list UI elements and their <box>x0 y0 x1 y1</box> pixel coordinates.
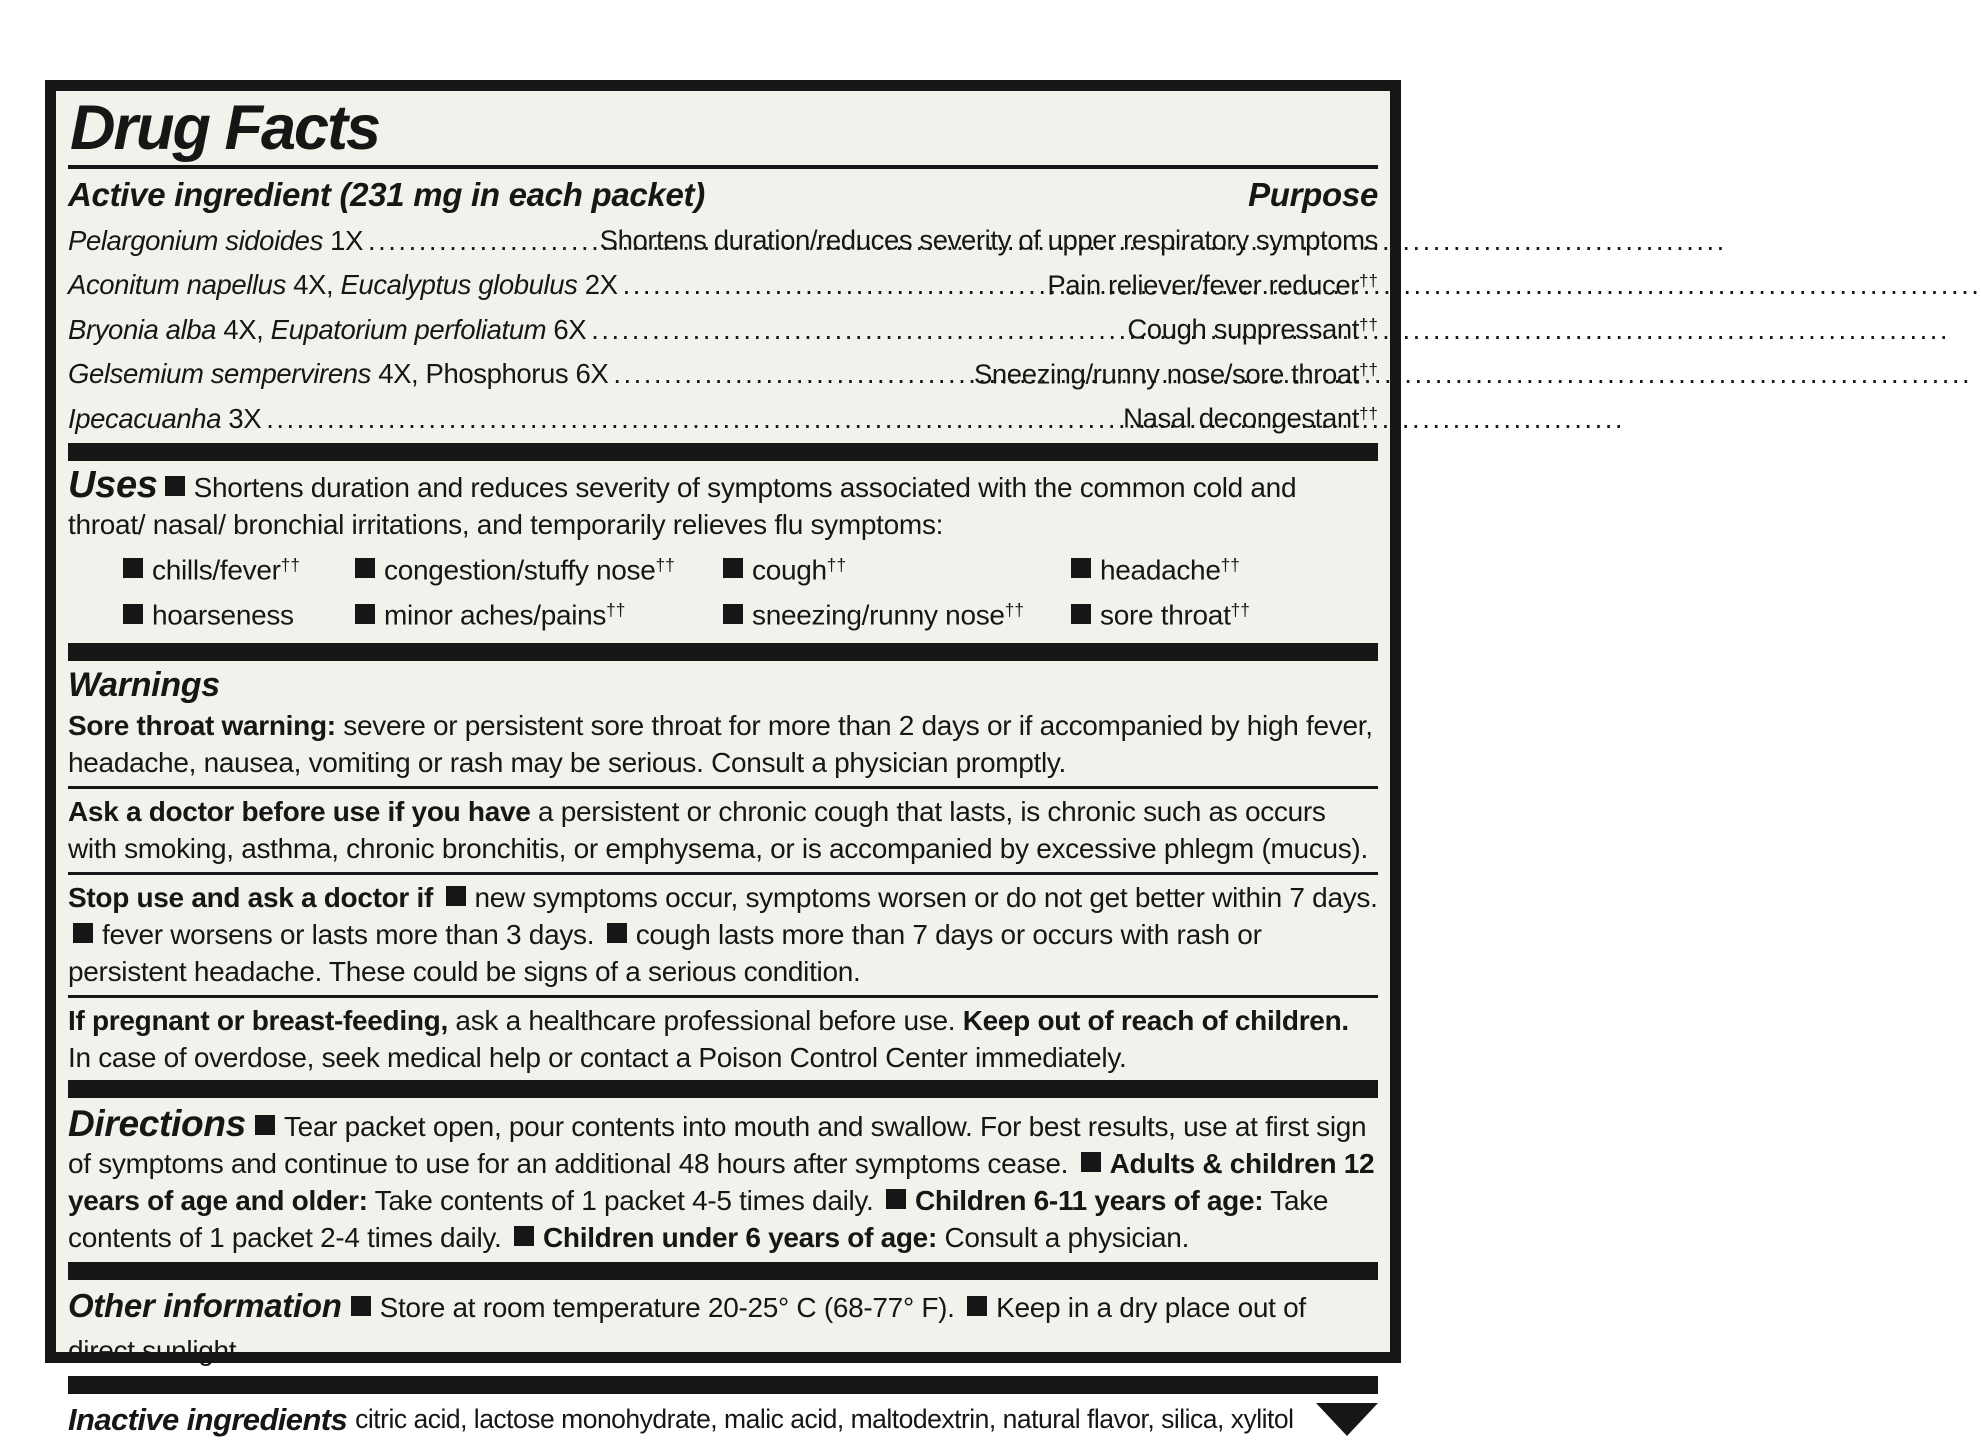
bullet-icon <box>723 558 743 578</box>
warning-body: In case of overdose, seek medical help or contact a Poison Control Center immediately. <box>68 1041 1127 1073</box>
inactive-ingredients-heading: Inactive ingredients <box>68 1401 348 1437</box>
title-divider <box>68 165 1378 169</box>
warning-body: ask a healthcare professional before use. <box>447 1004 963 1036</box>
ingredient-row <box>68 216 1378 261</box>
active-ingredient-heading: Active ingredient (231 mg in each packet) <box>68 175 705 213</box>
directions-text: Tear packet open, pour contents into mouth and swallow. For best results, use at first sign of symptoms and continue to use for an additional 48 hours after symptoms cease. <box>68 1110 1367 1179</box>
bullet-icon <box>886 1189 906 1209</box>
dagger-note: †† <box>826 554 847 575</box>
warning-body: fever worsens or lasts more than 3 days. <box>102 918 602 950</box>
section-divider <box>68 1262 1378 1280</box>
bullet-icon <box>1071 604 1091 624</box>
directions-section <box>68 1102 1378 1258</box>
directions-dose-group: Children under 6 years of age: <box>542 1221 937 1253</box>
directions-text: Take contents of 1 packet 2-4 times daily. <box>68 1184 1329 1253</box>
uses-intro-text: Shortens duration and reduces severity of symptoms associated with the common cold and throat/ nasal/ bronchial irritations, and temporarily relieves flu symptoms: <box>68 471 1297 540</box>
warning-lead: Stop use and ask a doctor if <box>68 881 434 913</box>
bullet-icon <box>165 476 185 496</box>
use-item: chills/fever†† <box>118 545 350 591</box>
ingredient-purpose: Nasal decongestant†† <box>1123 402 1378 434</box>
dagger-note: †† <box>1359 359 1378 379</box>
warning-lead: Ask a doctor before use if you have <box>68 795 531 827</box>
ingredient-name: Eupatorium perfoliatum <box>270 313 547 345</box>
dagger-note: †† <box>1359 404 1378 424</box>
dot-leader <box>591 310 1122 350</box>
use-item: cough†† <box>718 545 1066 591</box>
bullet-icon <box>607 923 627 943</box>
ingredient-purpose: Pain reliever/fever reducer†† <box>1047 269 1378 301</box>
bullet-icon <box>123 604 143 624</box>
directions-dose-group: Children 6-11 years of age: <box>915 1184 1264 1216</box>
purpose-heading: Purpose <box>1248 175 1378 213</box>
bullet-icon <box>723 604 743 624</box>
bullet-icon <box>1081 1152 1101 1172</box>
ingredient-potency: 1X <box>322 224 364 256</box>
inactive-ingredients-text: citric acid, lactose monohydrate, malic acid, maltodextrin, natural flavor, silica, xylitol <box>355 1403 1294 1434</box>
uses-section <box>68 465 1378 639</box>
bullet-icon <box>351 1296 371 1316</box>
directions-heading: Directions <box>68 1102 246 1144</box>
ingredient-potency: 6X <box>546 313 587 345</box>
ingredient-row <box>68 305 1378 350</box>
ingredient-name: Gelsemium sempervirens <box>68 358 371 390</box>
ingredient-row <box>68 261 1378 306</box>
warning-body: severe or persistent sore throat for more than 2 days or if accompanied by high fever, headache, nausea, vomiting or rash may be serious. Consult a physician promptly. <box>68 709 1373 778</box>
directions-dose-group: Adults & children 12 years of age and older: <box>68 1147 1375 1216</box>
bullet-icon <box>255 1115 275 1135</box>
page-title: Drug Facts <box>70 93 380 163</box>
ask-doctor-paragraph <box>68 793 1378 867</box>
warning-body: cough lasts more than 7 days or occurs with rash or persistent headache. These could be signs of a serious condition. <box>68 918 1262 987</box>
dagger-note: †† <box>606 600 626 621</box>
dagger-note: †† <box>1359 270 1378 290</box>
use-item: minor aches/pains†† <box>350 590 718 636</box>
dot-leader <box>368 221 595 261</box>
use-item: sore throat†† <box>1066 590 1378 636</box>
sub-divider <box>68 995 1378 998</box>
use-item: sneezing/runny nose†† <box>718 590 1066 636</box>
sub-divider <box>68 872 1378 875</box>
other-information-text: Store at room temperature 20-25° C (68-77° F). <box>379 1291 963 1323</box>
directions-text: Consult a physician. <box>936 1221 1190 1253</box>
bullet-icon <box>123 558 143 578</box>
uses-heading: Uses <box>68 463 158 506</box>
bullet-icon <box>514 1226 534 1246</box>
dagger-note: †† <box>280 554 300 575</box>
warnings-heading: Warnings <box>68 665 220 704</box>
directions-text: Take contents of 1 packet 4-5 times daily. <box>367 1184 882 1216</box>
triangle-down-icon <box>1316 1403 1378 1436</box>
ingredient-purpose: Cough suppressant†† <box>1127 313 1378 345</box>
ingredient-potency: 4X, <box>216 313 271 345</box>
sub-divider <box>68 786 1378 789</box>
bullet-icon <box>355 604 375 624</box>
warning-lead: If pregnant or breast-feeding, <box>68 1004 448 1036</box>
ingredient-name: Pelargonium sidoides <box>68 224 323 256</box>
warning-lead: Keep out of reach of children. <box>962 1004 1349 1036</box>
ingredient-name: Eucalyptus globulus <box>340 269 578 301</box>
pregnancy-warning-paragraph <box>68 1002 1378 1076</box>
other-information-section <box>68 1284 1378 1372</box>
uses-intro <box>68 465 1378 543</box>
dagger-note: †† <box>655 554 675 575</box>
dagger-note: †† <box>1220 554 1240 575</box>
ingredient-row <box>68 350 1378 395</box>
dot-leader <box>613 354 969 394</box>
section-divider <box>68 1376 1378 1394</box>
dagger-note: †† <box>1230 600 1250 621</box>
section-divider <box>68 643 1378 661</box>
ingredient-potency: 4X, <box>285 269 341 301</box>
warnings-section <box>68 665 1378 1076</box>
ingredient-name: Ipecacuanha <box>68 402 222 434</box>
ingredient-purpose: Shortens duration/reduces severity of upper respiratory symptoms <box>599 224 1378 256</box>
warning-body: new symptoms occur, symptoms worsen or do not get better within 7 days. <box>474 881 1378 913</box>
dot-leader <box>266 399 1118 439</box>
section-divider <box>68 1080 1378 1098</box>
stop-use-paragraph <box>68 879 1378 990</box>
ingredient-potency: 3X <box>221 402 262 434</box>
dagger-note: †† <box>1359 315 1378 335</box>
section-divider <box>68 443 1378 461</box>
bullet-icon <box>73 923 93 943</box>
bullet-icon <box>1071 558 1091 578</box>
other-information-text: Keep in a dry place out of direct sunlight. <box>68 1291 1306 1366</box>
drug-facts-label <box>45 80 1401 1437</box>
other-information-heading: Other information <box>68 1286 342 1324</box>
dot-leader <box>623 265 1043 305</box>
inactive-ingredients-section <box>68 1398 1378 1441</box>
bullet-icon <box>355 558 375 578</box>
dagger-note: †† <box>1004 600 1025 621</box>
active-ingredient-header <box>68 173 1378 217</box>
warning-lead: Sore throat warning: <box>68 709 336 741</box>
use-item: congestion/stuffy nose†† <box>350 545 718 591</box>
ingredient-potency: 2X <box>577 269 618 301</box>
bullet-icon <box>446 886 466 906</box>
ingredient-potency: 4X, Phosphorus 6X <box>370 358 609 390</box>
ingredient-name: Aconitum napellus <box>68 269 286 301</box>
use-item: headache†† <box>1066 545 1378 591</box>
ingredient-name: Bryonia alba <box>68 313 217 345</box>
warning-body: a persistent or chronic cough that lasts, is chronic such as occurs with smoking, asthma, chronic bronchitis, or emphysema, or is accompanied by excessive phlegm (mucus). <box>68 795 1368 864</box>
use-item: hoarseness <box>118 590 350 636</box>
ingredient-purpose: Sneezing/runny nose/sore throat†† <box>973 358 1378 390</box>
sore-throat-warning-paragraph <box>68 707 1378 781</box>
bullet-icon <box>967 1296 987 1316</box>
ingredient-row <box>68 394 1378 439</box>
uses-bullet-grid <box>118 543 1378 639</box>
